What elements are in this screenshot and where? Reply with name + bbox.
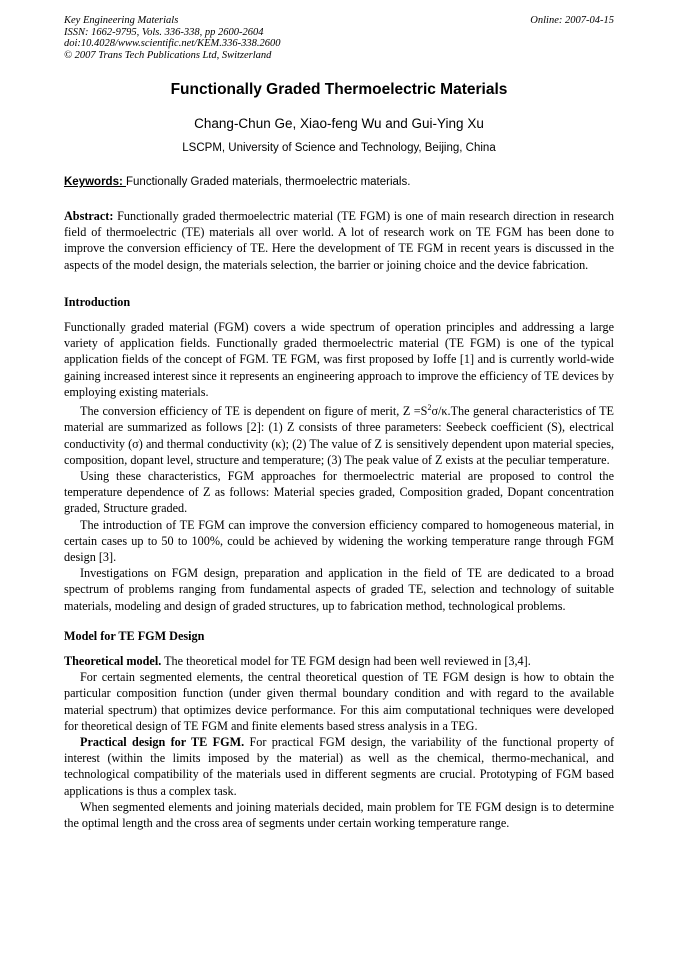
paper-body [64, 208, 614, 831]
theoretical-model-label: Theoretical model. [64, 653, 162, 668]
journal-header [64, 15, 281, 61]
intro-paragraph-1: Functionally graded material (FGM) covers a wide spectrum of operation principles and addressing a large variety of application fields. Functionally graded thermoelectric material (TE FGM) is one of the typical application fields of the concept of FGM. TE FGM, was first proposed by Ioffe [1] and is currently world-wide gaining increased interest since it represents an engineering approach to improve the efficiency of TE devices by employing existing materials. [64, 320, 614, 399]
practical-design-text: For practical FGM design, the variability of the functional property of interest (within the limits imposed by the material) as well as the chemical, thermo-mechanical, and technological compatibility of the materials used in different segments are crucial. Prototyping of FGM based applications is thus a complex task. [64, 734, 615, 798]
model-paragraph-4: When segmented elements and joining materials decided, main problem for TE FGM design is to determine the optimal length and the cross area of segments under certain working temperature range. [64, 799, 614, 830]
model-paragraph-2: For certain segmented elements, the central theoretical question of TE FGM design is how to obtain the particular composition function (under given thermal boundary condition and with regard to the available material spectrum) that optimizes device performance. For this aim computational techniques were developed for theoretical design of TE FGM and finite elements based stress analysis in a TEG. [64, 670, 614, 733]
theoretical-model-text: The theoretical model for TE FGM design had been well reviewed in [3,4]. [161, 653, 531, 668]
doi-line: doi:10.4028/www.scientific.net/KEM.336-338.2600 [64, 38, 281, 49]
keywords [64, 176, 614, 188]
journal-name: Key Engineering Materials [64, 15, 179, 26]
superscript-2: 2 [427, 403, 432, 413]
section-heading-model: Model for TE FGM Design [64, 628, 205, 643]
intro-paragraph-5: Investigations on FGM design, preparation and application in the field of TE are dedicated to a broad spectrum of problems ranging from fundamental aspects of graded TE, selection and technology of suitable materials, modeling and design of graded structures, up to fabrication method, technological problems. [64, 566, 614, 613]
practical-design-paragraph [64, 734, 614, 799]
intro-p2-before: The conversion efficiency of TE is dependent on figure of merit, Z =S [80, 404, 428, 419]
intro-p2-after: σ/κ.The general characteristics of TE material are summarized as follows [2]: (1) Z consists of three parameters: Seebeck coefficient (S), electrical conductivity (σ) and thermal conductivity (κ); (2) The value of Z is sensitively dependent upon material species, composition, dopant level, structure and temperature; (3) The peak value of Z exists at the peculiar temperature. [64, 404, 614, 467]
affiliation: LSCPM, University of Science and Technology, Beijing, China [182, 142, 496, 154]
copyright-line: © 2007 Trans Tech Publications Ltd, Switzerland [64, 49, 272, 61]
practical-design-label: Practical design for TE FGM. [80, 734, 245, 749]
intro-paragraph-2 [64, 400, 614, 468]
abstract [64, 208, 614, 273]
abstract-label: Abstract: [64, 209, 114, 223]
intro-paragraph-4: The introduction of TE FGM can improve the conversion efficiency compared to homogeneous material, in certain cases up to 50 to 100%, could be achieved by widening the working temperature range through FGM design [3]. [64, 517, 614, 564]
theoretical-model-paragraph [64, 653, 614, 669]
keywords-text: Functionally Graded materials, thermoelectric materials. [126, 176, 411, 188]
authors: Chang-Chun Ge, Xiao-feng Wu and Gui-Ying Xu [194, 116, 484, 131]
paper-title: Functionally Graded Thermoelectric Materials [170, 81, 508, 98]
issn-line: ISSN: 1662-9795, Vols. 336-338, pp 2600-2604 [64, 26, 264, 38]
abstract-text: Functionally graded thermoelectric material (TE FGM) is one of main research direction in research field of thermoelectric (TE) materials all over world. A lot of research work on TE FGM has been done to improve the conversion efficiency of TE. Here the development of TE FGM in recent years is discussed in the aspects of the model design, the materials selection, the barrier or joining choice and the device fabrication. [64, 209, 614, 272]
section-heading-introduction: Introduction [64, 294, 131, 309]
keywords-label: Keywords: [64, 176, 126, 188]
online-date: Online: 2007-04-15 [530, 15, 614, 26]
intro-paragraph-3: Using these characteristics, FGM approaches for thermoelectric material are proposed to control the temperature dependence of Z as follows: Material species graded, Composition graded, Dopant concentration graded, Structure graded. [64, 468, 614, 516]
